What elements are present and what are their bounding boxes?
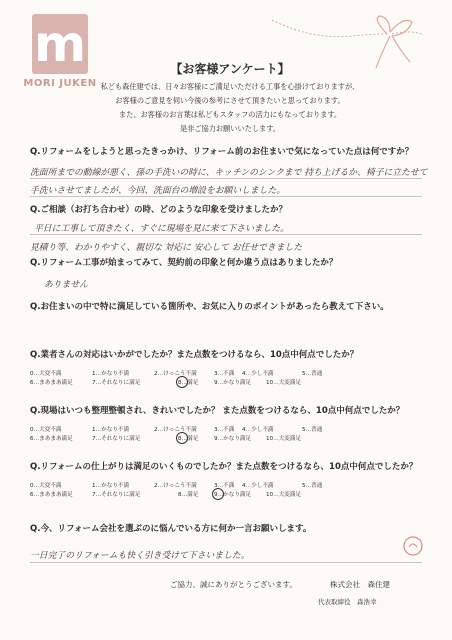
- logo-mark-letter: m: [33, 15, 87, 73]
- logo-text: MORI JUKEN: [23, 78, 97, 89]
- rating-scale-5: [30, 369, 430, 389]
- scale-option-2: 2…けっこう不満: [154, 427, 197, 433]
- scale-option-7: 7…それなりに満足: [92, 492, 141, 498]
- answer-3: ありません: [44, 280, 88, 290]
- question-6: Q.現場はいつも整理整頓され、きれいでしたか？ また点数をつけるなら、10点中何点でしたか？: [30, 406, 405, 416]
- selected-score-circle: [212, 488, 224, 500]
- scale-option-0: 0…大変不満: [30, 371, 62, 377]
- intro-line-3: また、お客様のお言葉は私どもスタッフの活力にもなっております。: [118, 110, 342, 119]
- handdrawn-stamp-icon: [402, 535, 424, 557]
- scale-option-10: 10…大変満足: [266, 492, 302, 498]
- scale-option-3: 3…不満: [214, 483, 235, 489]
- scale-option-0: 0…大変不満: [30, 483, 62, 489]
- question-4: Q.お住まいの中で特に満足している箇所や、お気に入りのポイントがあったら教えて下さい。: [30, 302, 389, 312]
- answer-1-line-2: 手洗いさせてましたが、今回、洗面台の増設をお願いしました。: [30, 186, 286, 196]
- scale-option-10: 10…大変満足: [266, 380, 302, 386]
- scale-option-0: 0…大変不満: [30, 427, 62, 433]
- rating-scale-7: [30, 481, 430, 501]
- selected-score-circle: [176, 432, 188, 444]
- scale-option-5: 5…普通: [302, 371, 323, 377]
- footer-representative: 代表取締役 森浩幸: [318, 598, 377, 606]
- intro-line-1: 私ども森住建では、日々お客様にご満足いただける工事を心掛けておりますが、: [100, 82, 360, 91]
- scale-option-1: 1…かなり不満: [92, 427, 130, 433]
- scale-option-10: 10…大変満足: [266, 436, 302, 442]
- scale-option-7: 7…それなりに満足: [92, 380, 141, 386]
- scale-option-6: 6…まあまあ満足: [30, 436, 73, 442]
- scale-option-4: 4…少し不満: [242, 427, 274, 433]
- scale-option-9: 9…かなり満足: [214, 380, 252, 386]
- footer-thanks: ご協力、誠にありがとうございます。: [170, 580, 297, 589]
- scale-option-1: 1…かなり不満: [92, 371, 130, 377]
- scale-option-8: 8…満足: [178, 436, 199, 442]
- scale-option-2: 2…けっこう不満: [154, 483, 197, 489]
- scale-option-5: 5…普通: [302, 427, 323, 433]
- answer-2-line-2: 見積り等、わかりやすく、親切な 対応に 安心して お任せできました: [30, 243, 303, 253]
- scale-option-5: 5…普通: [302, 483, 323, 489]
- scale-option-9: 9…かなり満足: [214, 436, 252, 442]
- ruled-line: [30, 178, 422, 179]
- ruled-line: [30, 196, 422, 197]
- company-logo: [14, 14, 106, 90]
- scale-option-6: 6…まあまあ満足: [30, 492, 73, 498]
- answer-8: 一日完了のリフォームも快く引き受けて下さいました。: [30, 551, 250, 561]
- footer-company: 株式会社 森住建: [330, 580, 390, 589]
- scale-option-8: 8…満足: [178, 380, 199, 386]
- question-1: Q.リフォームをしようと思ったきっかけ、リフォーム前のお住まいで気になっていた点は何ですか？: [30, 147, 414, 157]
- answer-1-line-1: 洗面所までの動線が悪く、孫の手洗いの時に、キッチンのシンクまで 持ち上げるか、椅子に立たせて: [30, 168, 428, 178]
- scale-option-3: 3…不満: [214, 371, 235, 377]
- rating-scale-6: [30, 425, 430, 445]
- scale-option-7: 7…それなりに満足: [92, 436, 141, 442]
- scale-option-2: 2…けっこう不満: [154, 371, 197, 377]
- selected-score-circle: [176, 376, 188, 388]
- intro-line-4: 是非ご協力お願いいたします。: [179, 124, 281, 133]
- scale-option-6: 6…まあまあ満足: [30, 380, 73, 386]
- ruled-line: [30, 234, 422, 235]
- ruled-line: [30, 562, 422, 563]
- scale-option-3: 3…不満: [214, 427, 235, 433]
- scale-option-4: 4…少し不満: [242, 483, 274, 489]
- question-8: Q.今、リフォーム会社を選ぶのに悩んでいる方に何か一言お願いします。: [30, 524, 312, 534]
- scale-option-9: 9…かなり満足: [214, 492, 252, 498]
- scale-option-1: 1…かなり不満: [92, 483, 130, 489]
- answer-2-line-1: 平日に工事して頂きたく、すぐに現場を見に来て下さいました。: [34, 224, 289, 234]
- scale-option-8: 8…満足: [178, 492, 199, 498]
- intro-line-2: お客様のご意見を伺い今後の参考にさせて頂きたいと思っております。: [115, 96, 345, 105]
- question-7: Q.リフォームの仕上がりは満足のいくものでしたか？また点数をつけるなら、10点中何点でしたか？: [30, 462, 418, 472]
- question-2: Q.ご相談（お打ち合わせ）の時、どのような印象を受けましたか？: [30, 205, 287, 215]
- question-3: Q.リフォーム工事が始まってみて、契約前の印象と何か違う点はありましたか？: [30, 258, 338, 268]
- survey-title: 【お客様アンケート】: [170, 62, 290, 76]
- scale-option-4: 4…少し不満: [242, 371, 274, 377]
- question-5: Q.業者さんの対応はいかがでしたか？また点数をつけるなら、10点中何点でしたか？: [30, 350, 359, 360]
